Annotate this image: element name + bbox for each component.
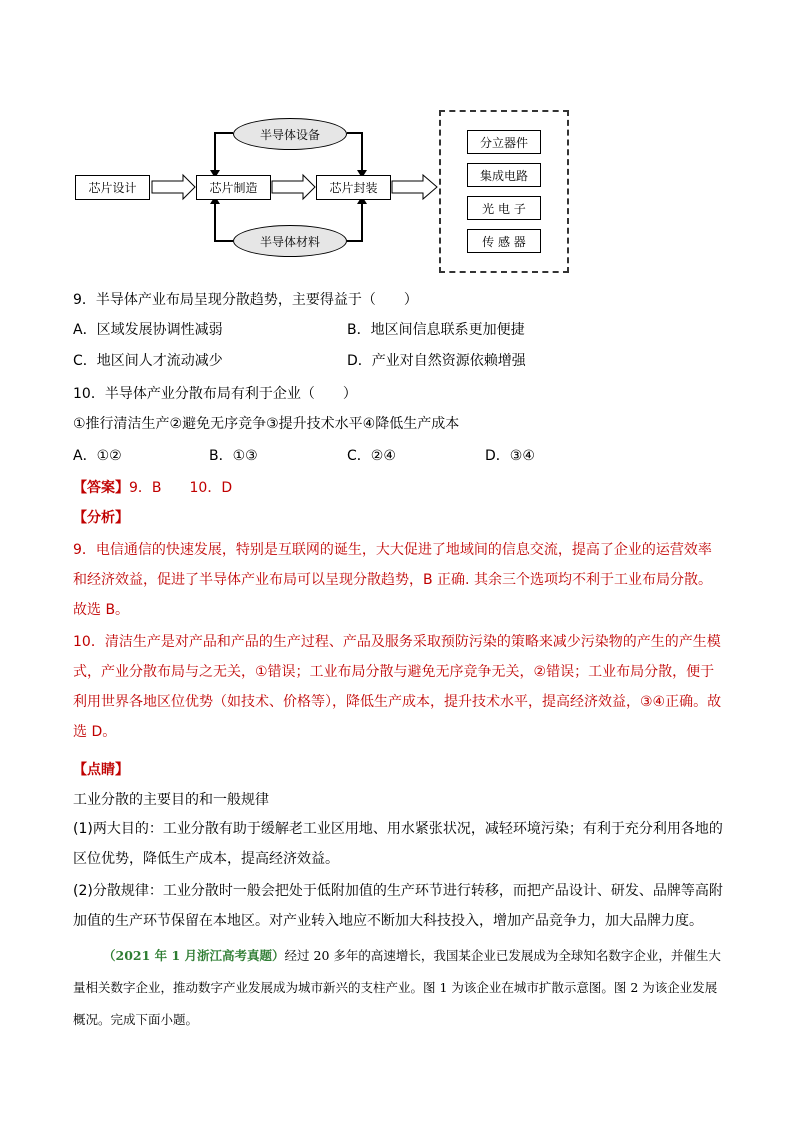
tip-label-text: 【点睛】: [73, 762, 129, 778]
q10-option-c: C．②④: [347, 448, 396, 464]
q9-option-a: A．区域发展协调性减弱: [73, 322, 223, 338]
next-question-text: 经过 20 多年的高速增长，我国某企业已发展成为全球知名数字企业，并催生大量相关数字企业，推动数字产业发展成为城市新兴的支柱产业。图 1 为该企业在城市扩散示意图。图 2 为该企业发展概况。完成下面小题。: [73, 948, 721, 1027]
product-label: 集成电路: [479, 168, 528, 183]
q10-stem: 10．半导体产业分散布局有利于企业（ ）: [73, 386, 357, 402]
q10-option-a: A．①②: [73, 448, 122, 464]
product-item: [467, 130, 541, 154]
tip-point-1: (1)两大目的：工业分散有助于缓解老工业区用地、用水紧张状况，减轻环境污染；有利于充分利用各地的区位优势，降低生产成本，提高经济效益。: [73, 821, 723, 867]
diagram-arrows: [0, 0, 794, 290]
q9-stem: 9．半导体产业布局呈现分散趋势，主要得益于（ ）: [73, 292, 418, 308]
product-label: 传 感 器: [482, 234, 526, 249]
arrow-packaging-to-products: [392, 175, 437, 199]
q10-items: ①推行清洁生产②避免无序竞争③提升技术水平④降低生产成本: [73, 416, 460, 432]
analysis-label: [73, 508, 129, 528]
product-item: [467, 229, 541, 253]
q10-option-d: D．③④: [485, 448, 535, 464]
answer-label: 【答案】: [73, 480, 129, 496]
q9-option-b: B．地区间信息联系更加便捷: [347, 322, 525, 338]
q10-option-b: B．①③: [209, 448, 258, 464]
answer-line: [73, 478, 232, 498]
node-chip-manufacture: [196, 175, 271, 200]
tip-title: 工业分散的主要目的和一般规律: [73, 792, 269, 808]
arrow-manufacture-to-packaging: [272, 175, 315, 199]
answer-text: 9．B 10．D: [129, 480, 233, 496]
node-chip-packaging: [316, 175, 391, 200]
next-question-intro: [73, 940, 725, 1036]
tip-point-2: (2)分散规律：工业分散时一般会把处于低附加值的生产环节进行转移，而把产品设计、研发、品牌等高附加值的生产环节保留在本地区。对产业转入地应不断加大科技投入，增加产品竞争力，加大品牌力度。: [73, 883, 723, 929]
product-item: [467, 196, 541, 220]
node-material-label: 半导体材料: [259, 234, 320, 249]
node-chip-packaging-label: 芯片封装: [329, 181, 378, 195]
question-source: （2021 年 1 月浙江高考真题）: [103, 948, 285, 963]
analysis-label-text: 【分析】: [73, 510, 129, 526]
arrow-design-to-manufacture: [152, 175, 195, 199]
analysis-q9: 9．电信通信的快速发展，特别是互联网的诞生，大大促进了地域间的信息交流，提高了企业的运营效率和经济效益，促进了半导体产业布局可以呈现分散趋势，B 正确. 其余三个选项均不利于工业布局分散。故选 B。: [73, 542, 712, 618]
node-chip-design-label: 芯片设计: [88, 181, 137, 195]
node-semiconductor-equipment: [233, 118, 347, 150]
node-equipment-label: 半导体设备: [259, 127, 320, 142]
analysis-q10: 10．清洁生产是对产品和产品的生产过程、产品及服务采取预防污染的策略来减少污染物的产生的产生模式，产业分散布局与之无关，①错误；工业布局分散与避免无序竞争无关，②错误；工业布局分散，便于利用世界各地区位优势（如技术、价格等），降低生产成本，提升技术水平，提高经济效益，③④正确。故选 D。: [73, 634, 722, 740]
product-label: 分立器件: [479, 135, 528, 150]
product-item: [467, 163, 541, 187]
product-label: 光 电 子: [482, 201, 526, 216]
node-semiconductor-material: [233, 225, 347, 257]
q9-option-c: C．地区间人才流动减少: [73, 353, 223, 369]
node-chip-design: [75, 175, 150, 200]
node-chip-manufacture-label: 芯片制造: [209, 181, 258, 195]
q9-option-d: D．产业对自然资源依赖增强: [347, 353, 526, 369]
tip-label: [73, 760, 129, 780]
